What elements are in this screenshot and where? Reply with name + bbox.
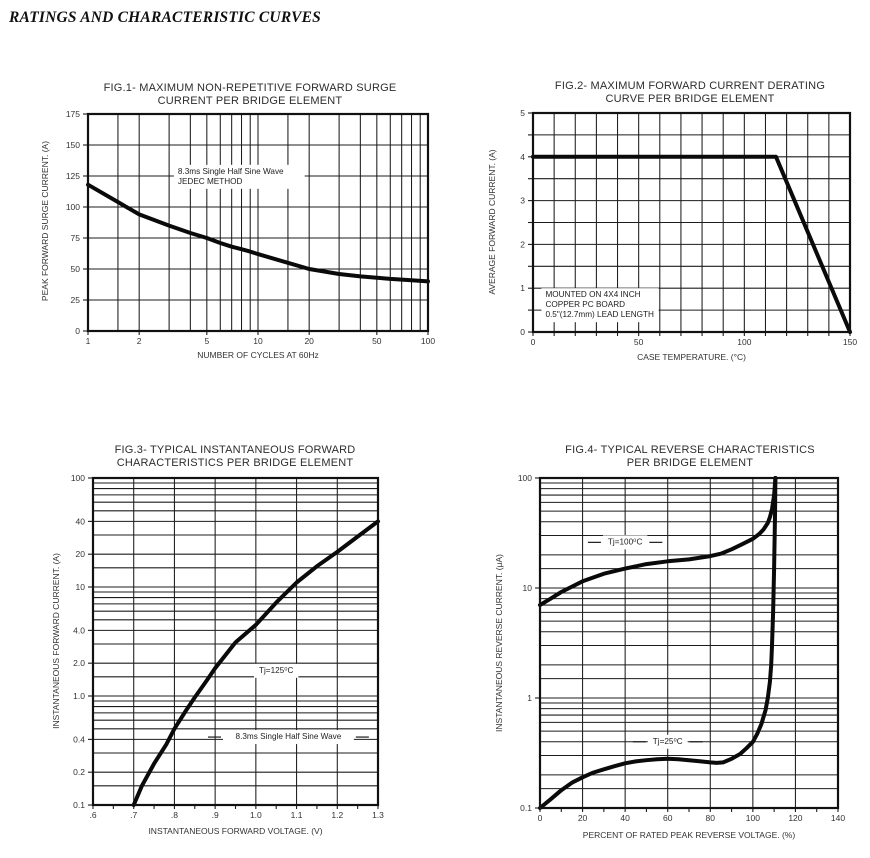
svg-text:140: 140 bbox=[830, 813, 846, 823]
fig4-title-line1: FIG.4- TYPICAL REVERSE CHARACTERISTICS bbox=[565, 444, 815, 456]
annotation bbox=[208, 730, 369, 744]
fig3-chart bbox=[0, 472, 445, 832]
fig2-title-line1: FIG.2- MAXIMUM FORWARD CURRENT DERATING bbox=[554, 80, 826, 92]
svg-text:1.0: 1.0 bbox=[249, 810, 262, 820]
svg-text:100: 100 bbox=[517, 473, 532, 483]
tick-labels bbox=[518, 473, 846, 823]
svg-text:0: 0 bbox=[75, 326, 80, 336]
svg-text:150: 150 bbox=[842, 337, 858, 347]
svg-text:40: 40 bbox=[75, 516, 85, 527]
svg-text:1: 1 bbox=[527, 693, 532, 703]
svg-text:10: 10 bbox=[75, 582, 85, 592]
fig4-title bbox=[500, 444, 870, 470]
svg-text:3: 3 bbox=[520, 195, 525, 206]
svg-text:100: 100 bbox=[745, 813, 760, 823]
figure-1 bbox=[0, 78, 445, 378]
svg-text:0: 0 bbox=[537, 813, 543, 823]
svg-text:.7: .7 bbox=[130, 810, 138, 820]
svg-text:4: 4 bbox=[520, 151, 525, 162]
svg-text:1.1: 1.1 bbox=[290, 810, 303, 820]
fig3-title-line1: FIG.3- TYPICAL INSTANTANEOUS FORWARD bbox=[114, 444, 356, 456]
fig2-title-line2: CURVE PER BRIDGE ELEMENT bbox=[605, 93, 775, 105]
fig1-title-line1: FIG.1- MAXIMUM NON-REPETITIVE FORWARD SURGE bbox=[103, 82, 397, 94]
figure-2 bbox=[445, 78, 870, 378]
svg-text:8.3ms Single Half Sine Wave: 8.3ms Single Half Sine Wave bbox=[235, 732, 342, 742]
svg-text:8.3ms Single Half Sine Wave: 8.3ms Single Half Sine Wave bbox=[177, 166, 284, 176]
svg-text:4.0: 4.0 bbox=[73, 625, 85, 636]
fig3-x-axis-label: INSTANTANEOUS FORWARD VOLTAGE. (V) bbox=[148, 826, 323, 836]
svg-text:5: 5 bbox=[204, 336, 210, 346]
svg-text:100: 100 bbox=[737, 337, 752, 347]
reverse-current-25C-curve bbox=[540, 478, 775, 808]
fig1-y-axis-label: PEAK FORWARD SURGE CURRENT. (A) bbox=[40, 140, 50, 302]
fig3-title bbox=[40, 444, 430, 470]
annotation bbox=[588, 535, 662, 549]
fig1-x-axis-label: NUMBER OF CYCLES AT 60Hz bbox=[197, 350, 319, 360]
svg-text:50: 50 bbox=[633, 337, 644, 347]
fig3-y-axis-label: INSTANTANEOUS FORWARD CURRENT. (A) bbox=[51, 553, 61, 729]
fig3-title-line2: CHARACTERISTICS PER BRIDGE ELEMENT bbox=[116, 457, 354, 469]
svg-text:100: 100 bbox=[420, 336, 436, 346]
figure-4 bbox=[445, 440, 870, 858]
svg-text:2.0: 2.0 bbox=[73, 658, 85, 669]
svg-text:50: 50 bbox=[372, 336, 382, 346]
svg-text:120: 120 bbox=[788, 813, 803, 823]
svg-text:0.2: 0.2 bbox=[73, 767, 85, 778]
svg-text:5: 5 bbox=[520, 108, 525, 118]
svg-text:80: 80 bbox=[705, 813, 716, 823]
svg-text:Tj=125⁰C: Tj=125⁰C bbox=[258, 665, 294, 675]
svg-text:1: 1 bbox=[85, 336, 91, 346]
svg-text:0.4: 0.4 bbox=[73, 734, 85, 745]
svg-text:100: 100 bbox=[65, 202, 80, 212]
page-title: RATINGS AND CHARACTERISTIC CURVES bbox=[9, 9, 321, 26]
svg-text:10: 10 bbox=[522, 583, 532, 593]
svg-text:.9: .9 bbox=[211, 810, 219, 820]
annotation bbox=[254, 664, 298, 678]
svg-text:Tj=25⁰C: Tj=25⁰C bbox=[652, 736, 683, 746]
svg-text:MOUNTED ON 4X4 INCH: MOUNTED ON 4X4 INCH bbox=[545, 290, 641, 300]
reverse-current-100C-curve bbox=[540, 478, 775, 605]
fig2-chart bbox=[445, 108, 870, 358]
svg-text:20: 20 bbox=[577, 813, 588, 823]
annotation bbox=[541, 288, 658, 322]
svg-text:.8: .8 bbox=[170, 810, 178, 820]
svg-text:75: 75 bbox=[70, 233, 80, 243]
svg-text:0.1: 0.1 bbox=[73, 800, 85, 810]
fig1-chart bbox=[0, 108, 445, 358]
fig1-title bbox=[70, 82, 430, 108]
svg-text:100: 100 bbox=[70, 473, 85, 483]
svg-text:10: 10 bbox=[253, 336, 263, 346]
svg-text:50: 50 bbox=[70, 264, 80, 274]
fig2-x-axis-label: CASE TEMPERATURE. (°C) bbox=[637, 352, 746, 362]
figure-3 bbox=[0, 440, 445, 858]
svg-text:0.1: 0.1 bbox=[520, 803, 532, 813]
svg-text:40: 40 bbox=[620, 813, 630, 823]
svg-text:20: 20 bbox=[75, 549, 85, 560]
fig2-title bbox=[505, 80, 870, 106]
svg-text:1.0: 1.0 bbox=[73, 691, 85, 701]
fig4-y-axis-label: INSTANTANEOUS REVERSE CURRENT. (μA) bbox=[494, 554, 504, 732]
fig2-y-axis-label: AVERAGE FORWARD CURRENT. (A) bbox=[487, 149, 497, 295]
fig4-title-line2: PER BRIDGE ELEMENT bbox=[626, 457, 754, 469]
svg-text:2: 2 bbox=[136, 336, 142, 346]
svg-text:0: 0 bbox=[520, 327, 525, 337]
svg-text:1: 1 bbox=[520, 283, 525, 294]
svg-text:0.5"(12.7mm) LEAD LENGTH: 0.5"(12.7mm) LEAD LENGTH bbox=[545, 310, 654, 320]
fig4-x-axis-label: PERCENT OF RATED PEAK REVERSE VOLTAGE. (%) bbox=[582, 830, 796, 840]
svg-text:1.3: 1.3 bbox=[372, 810, 384, 820]
svg-text:125: 125 bbox=[65, 171, 80, 181]
svg-text:25: 25 bbox=[70, 295, 80, 305]
fig4-chart bbox=[445, 472, 870, 834]
svg-text:JEDEC METHOD: JEDEC METHOD bbox=[177, 176, 243, 186]
svg-text:0: 0 bbox=[530, 337, 536, 347]
svg-text:60: 60 bbox=[662, 813, 673, 823]
fig1-title-line2: CURRENT PER BRIDGE ELEMENT bbox=[157, 95, 343, 107]
svg-text:20: 20 bbox=[304, 336, 314, 346]
annotation bbox=[633, 735, 703, 749]
svg-text:150: 150 bbox=[65, 140, 80, 150]
svg-text:175: 175 bbox=[65, 109, 80, 119]
svg-text:2: 2 bbox=[520, 239, 525, 250]
svg-text:.6: .6 bbox=[89, 810, 97, 820]
svg-text:COPPER PC BOARD: COPPER PC BOARD bbox=[545, 300, 626, 310]
tick-marks bbox=[83, 114, 428, 335]
annotation bbox=[174, 165, 305, 189]
grid bbox=[88, 114, 428, 331]
svg-text:Tj=100⁰C: Tj=100⁰C bbox=[607, 537, 643, 547]
svg-text:1.2: 1.2 bbox=[331, 810, 344, 820]
